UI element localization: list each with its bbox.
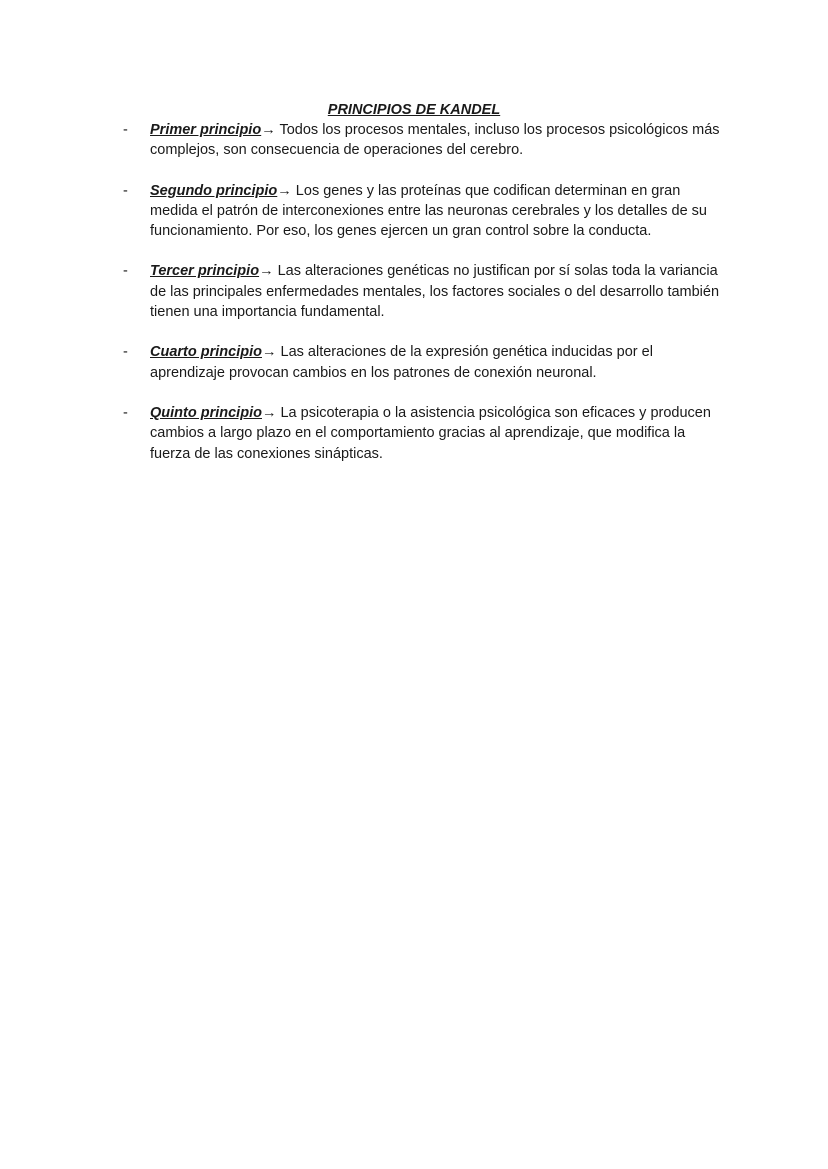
principle-text: Las alteraciones de la expresión genética inducidas por el aprendizaje provocan cambios en los patrones de conexión neuronal.: [150, 344, 653, 381]
principle-text: Todos los procesos mentales, incluso los procesos psicológicos más complejos, son consecuencia de operaciones del cerebro.: [150, 122, 720, 159]
principle-text: Las alteraciones genéticas no justifican por sí solas toda la variancia de las principales enfermedades mentales, los factores sociales o del desarrollo también tienen una importancia fundamental.: [150, 263, 720, 321]
bullet-dash: -: [123, 344, 128, 361]
arrow-icon: →: [261, 122, 276, 138]
arrow-icon: →: [277, 182, 292, 199]
bullet-dash: -: [123, 122, 128, 138]
list-item: [0, 342, 720, 383]
list-item: [0, 181, 720, 242]
list-item: [0, 120, 720, 161]
bullet-dash: -: [123, 263, 128, 280]
principle-text: La psicoterapia o la asistencia psicológica son eficaces y producen cambios a largo plazo en el comportamiento gracias al aprendizaje, que modifica la fuerza de las conexiones sinápticas.: [150, 404, 711, 462]
arrow-icon: →: [261, 404, 277, 421]
bullet-dash: -: [123, 404, 128, 421]
arrow-icon: →: [259, 263, 274, 280]
principle-title: Primer principio: [150, 122, 262, 138]
bullet-dash: -: [123, 182, 128, 199]
principle-title: Cuarto principio: [150, 344, 262, 361]
principle-title: Quinto principio: [150, 404, 262, 421]
principle-text: Los genes y las proteínas que codifican determinan en gran medida el patrón de interconexiones entre las neuronas cerebrales y los detalles de su funcionamiento. Por eso, los genes ejercen un gran control sobre la conducta.: [150, 182, 707, 240]
document-title: PRINCIPIOS DE KANDEL: [327, 102, 501, 118]
list-item: [0, 403, 720, 464]
principle-title: Segundo principio: [150, 182, 278, 199]
arrow-icon: →: [261, 344, 277, 361]
principle-title: Tercer principio: [150, 263, 260, 280]
list-item: [0, 261, 720, 322]
principles-list: [0, 120, 828, 484]
